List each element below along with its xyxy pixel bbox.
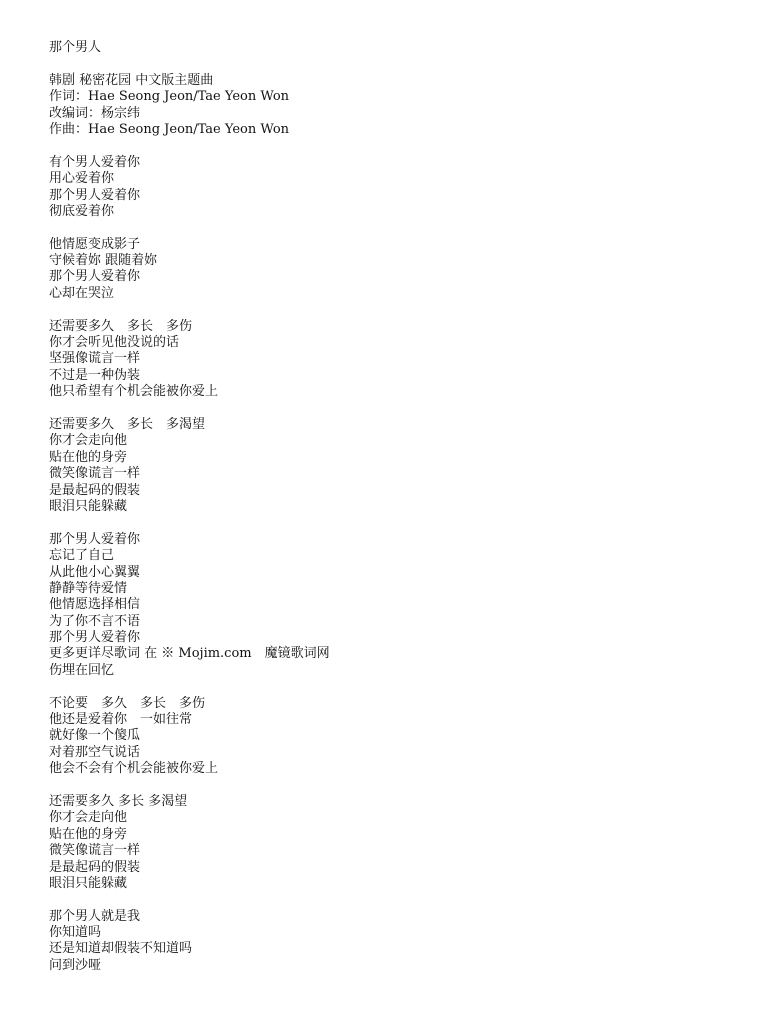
lyric-line: 伤埋在回忆	[49, 662, 115, 678]
blank-line	[49, 401, 729, 417]
blank-line	[49, 515, 729, 531]
lyric-line: 还需要多久 多长 多渴望	[49, 416, 206, 432]
stanza-6	[49, 696, 729, 778]
lyric-line: 他只希望有个机会能被你爱上	[49, 384, 219, 400]
lyric-line: 还是知道却假装不知道吗	[49, 941, 193, 957]
blank-line	[49, 138, 729, 154]
lyric-line: 眼泪只能躲藏	[49, 875, 128, 891]
lyric-line: 你才会听见他没说的话	[49, 335, 180, 351]
credit-line: 韩剧 秘密花园 中文版主题曲	[49, 72, 214, 88]
stanza-4	[49, 417, 729, 515]
stanza-8	[49, 909, 729, 975]
lyric-line: 眼泪只能躲藏	[49, 498, 128, 514]
lyric-line: 贴在他的身旁	[49, 449, 128, 465]
blank-line	[49, 220, 729, 236]
lyric-line: 从此他小心翼翼	[49, 564, 141, 580]
lyric-line: 对着那空气说话	[49, 744, 141, 760]
stanza-7	[49, 794, 729, 892]
lyric-line: 就好像一个傻瓜	[49, 728, 141, 744]
stanza-3	[49, 319, 729, 401]
lyric-line: 他还是爱着你 一如往常	[49, 712, 193, 728]
credit-line: 改编词：杨宗纬	[49, 105, 141, 121]
lyric-line: 不过是一种伪装	[49, 367, 141, 383]
lyric-line: 不论要 多久 多长 多伤	[49, 695, 206, 711]
lyric-line: 那个男人爱着你	[49, 269, 141, 285]
lyric-line: 微笑像谎言一样	[49, 466, 141, 482]
lyric-line: 为了你不言不语	[49, 613, 141, 629]
lyric-line: 那个男人就是我	[49, 908, 141, 924]
watermark-line: 更多更详尽歌词 在 ※ Mojim.com 魔镜歌词网	[49, 646, 330, 662]
credits-block	[49, 73, 729, 139]
lyric-line: 你才会走向他	[49, 810, 128, 826]
song-title: 那个男人	[49, 40, 102, 55]
stanza-1	[49, 155, 729, 221]
stanza-5	[49, 532, 729, 680]
lyric-line: 微笑像谎言一样	[49, 843, 141, 859]
credit-line: 作词：Hae Seong Jeon/Tae Yeon Won	[49, 89, 290, 105]
lyric-line: 彻底爱着你	[49, 203, 115, 219]
lyric-line: 那个男人爱着你	[49, 630, 141, 646]
lyrics-document	[49, 40, 729, 974]
lyric-line: 有个男人爱着你	[49, 154, 141, 170]
lyric-line: 用心爱着你	[49, 171, 115, 187]
lyric-line: 忘记了自己	[49, 548, 115, 564]
lyric-line: 那个男人爱着你	[49, 187, 141, 203]
lyric-line: 那个男人爱着你	[49, 531, 141, 547]
lyric-line: 他会不会有个机会能被你爱上	[49, 761, 219, 777]
lyric-line: 还需要多久 多长 多渴望	[49, 793, 188, 809]
lyric-line: 你知道吗	[49, 925, 102, 941]
blank-line	[49, 679, 729, 695]
lyric-line: 贴在他的身旁	[49, 826, 128, 842]
lyric-line: 还需要多久 多长 多伤	[49, 318, 193, 334]
lyric-line: 是最起码的假装	[49, 482, 141, 498]
lyric-line: 坚强像谎言一样	[49, 351, 141, 367]
lyric-line: 静静等待爱情	[49, 580, 128, 596]
lyric-line: 他情愿变成影子	[49, 236, 141, 252]
lyric-line: 你才会走向他	[49, 433, 128, 449]
blank-line	[49, 778, 729, 794]
lyric-line: 问到沙哑	[49, 957, 102, 973]
lyric-line: 他情愿选择相信	[49, 597, 141, 613]
blank-line	[49, 56, 729, 72]
credit-line: 作曲：Hae Seong Jeon/Tae Yeon Won	[49, 121, 290, 137]
lyric-line: 守候着妳 跟随着妳	[49, 253, 158, 269]
blank-line	[49, 892, 729, 908]
lyric-line: 心却在哭泣	[49, 285, 115, 301]
lyric-line: 是最起码的假装	[49, 859, 141, 875]
stanza-2	[49, 237, 729, 303]
blank-line	[49, 302, 729, 318]
